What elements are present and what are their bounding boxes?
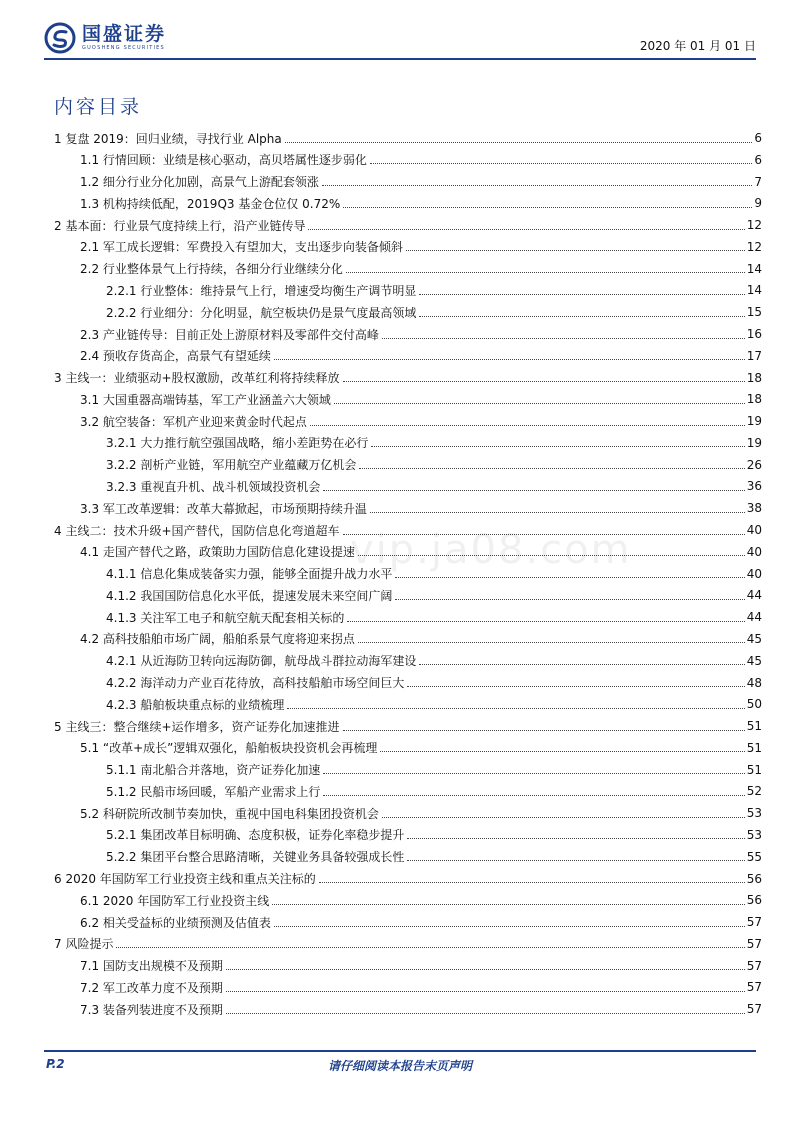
- toc-entry-title: 2.1 军工成长逻辑：军费投入有望加大，支出逐步向装备倾斜: [80, 240, 403, 255]
- toc-entry[interactable]: [0, 215, 800, 235]
- toc-dot-leader: [358, 555, 745, 556]
- toc-entry-title: 5.2.1 集团改革目标明确、态度积极，证券化率稳步提升: [106, 828, 405, 843]
- toc-entry[interactable]: [0, 433, 800, 453]
- footer-disclaimer: 请仔细阅读本报告末页声明: [327, 1059, 472, 1073]
- toc-entry-title: 7.3 装备列装进度不及预期: [80, 1002, 223, 1017]
- toc-entry-title: 7.2 军工改革力度不及预期: [80, 980, 223, 995]
- toc-entry-page: 19: [746, 435, 762, 450]
- toc-entry[interactable]: [0, 128, 800, 148]
- header-divider: [44, 58, 756, 60]
- toc-dot-leader: [395, 599, 744, 600]
- toc-dot-leader: [322, 185, 752, 186]
- toc-entry-page: 48: [746, 675, 762, 690]
- toc-dot-leader: [371, 446, 744, 447]
- toc-entry-title: 7.1 国防支出规模不及预期: [80, 959, 223, 974]
- toc-entry[interactable]: [0, 781, 800, 801]
- toc-entry-title: 4.2 高科技船舶市场广阔，船舶系景气度将迎来拐点: [80, 632, 355, 647]
- page-header: [0, 0, 800, 60]
- toc-entry[interactable]: [0, 172, 800, 192]
- toc-entry-title: 2.4 预收存货高企，高景气有望延续: [80, 349, 271, 364]
- toc-entry-page: 16: [746, 327, 762, 342]
- toc-dot-leader: [226, 1013, 745, 1014]
- report-date: 2020 年 01 月 01 日: [639, 39, 756, 53]
- toc-entry-title: 4 主线二：技术升级+国产替代，国防信息化弯道超车: [54, 523, 340, 538]
- toc-dot-leader: [308, 229, 744, 230]
- toc-entry[interactable]: [0, 324, 800, 344]
- toc-entry[interactable]: [0, 803, 800, 823]
- toc-entry[interactable]: [0, 259, 800, 279]
- toc-dot-leader: [382, 338, 745, 339]
- toc-entry-title: 3.2.3 重视直升机、战斗机领域投资机会: [106, 479, 321, 494]
- toc-dot-leader: [370, 512, 745, 513]
- toc-entry[interactable]: [0, 150, 800, 170]
- toc-dot-leader: [310, 425, 745, 426]
- toc-entry-page: 40: [746, 523, 762, 538]
- toc-dot-leader: [407, 860, 744, 861]
- toc-dot-leader: [343, 534, 745, 535]
- toc-entry-page: 40: [746, 566, 762, 581]
- toc-entry-title: 6.1 2020 年国防军工行业投资主线: [80, 893, 270, 908]
- toc-entry[interactable]: [0, 368, 800, 388]
- toc-entry-page: 6: [754, 131, 762, 145]
- toc-entry-title: 1.2 细分行业分化加剧，高景气上游配套领涨: [80, 175, 319, 190]
- toc-dot-leader: [406, 250, 745, 251]
- toc-entry-title: 1.1 行情回顾：业绩是核心驱动，高贝塔属性逐步弱化: [80, 153, 367, 168]
- toc-dot-leader: [343, 730, 745, 731]
- toc-dot-leader: [346, 272, 745, 273]
- toc-dot-leader: [407, 686, 744, 687]
- toc-dot-leader: [323, 490, 744, 491]
- toc-entry-page: 52: [746, 784, 762, 799]
- toc-entry-page: 57: [746, 915, 762, 930]
- toc-entry[interactable]: [0, 651, 800, 671]
- toc-entry-title: 4.2.3 船舶板块重点标的业绩梳理: [106, 697, 285, 712]
- toc-entry-page: 57: [746, 936, 762, 951]
- toc-entry-page: 44: [746, 588, 762, 603]
- toc-entry[interactable]: [0, 455, 800, 475]
- toc-entry-page: 50: [746, 697, 762, 712]
- toc-dot-leader: [343, 381, 745, 382]
- toc-entry-page: 18: [746, 370, 762, 385]
- toc-entry[interactable]: [0, 542, 800, 562]
- toc-entry[interactable]: [0, 193, 800, 213]
- toc-entry[interactable]: [0, 847, 800, 867]
- toc-entry-page: 51: [746, 762, 762, 777]
- toc-entry-title: 3.2 航空装备：军机产业迎来黄金时代起点: [80, 414, 307, 429]
- toc-entry[interactable]: [0, 280, 800, 300]
- toc-entry-page: 56: [746, 871, 762, 886]
- toc-entry-page: 12: [746, 218, 762, 233]
- toc-entry-title: 7 风险提示: [54, 937, 114, 952]
- toc-entry[interactable]: [0, 302, 800, 322]
- toc-entry[interactable]: [0, 716, 800, 736]
- toc-entry-page: 51: [746, 719, 762, 734]
- toc-entry[interactable]: [0, 629, 800, 649]
- toc-dot-leader: [419, 316, 744, 317]
- toc-entry[interactable]: [0, 760, 800, 780]
- toc-dot-leader: [116, 947, 744, 948]
- toc-entry-page: 57: [746, 980, 762, 995]
- toc-entry-page: 44: [746, 610, 762, 625]
- toc-dot-leader: [226, 991, 745, 992]
- toc-dot-leader: [334, 403, 745, 404]
- toc-entry-title: 3.2.2 剖析产业链，军用航空产业蕴藏万亿机会: [106, 458, 357, 473]
- toc-entry-title: 5.2.2 集团平台整合思路清晰，关键业务具备较强成长性: [106, 850, 405, 865]
- toc-entry-page: 15: [746, 305, 762, 320]
- toc-entry-title: 2.2 行业整体景气上行持续，各细分行业继续分化: [80, 262, 343, 277]
- toc-dot-leader: [347, 621, 744, 622]
- toc-entry[interactable]: [0, 607, 800, 627]
- watermark: vip.ja08.com: [350, 527, 632, 573]
- toc-dot-leader: [359, 468, 744, 469]
- toc-dot-leader: [272, 904, 744, 905]
- toc-entry[interactable]: [0, 999, 800, 1019]
- toc-dot-leader: [285, 142, 753, 143]
- toc-entry-title: 5.1.2 民船市场回暖，军船产业需求上行: [106, 784, 321, 799]
- toc-dot-leader: [419, 294, 744, 295]
- toc-entry-title: 2 基本面：行业景气度持续上行，沿产业链传导: [54, 218, 306, 233]
- toc-dot-leader: [343, 207, 752, 208]
- toc-entry[interactable]: [0, 520, 800, 540]
- toc-entry-title: 4.2.1 从近海防卫转向远海防御，航母战斗群拉动海军建设: [106, 654, 417, 669]
- footer-divider: [44, 1050, 756, 1052]
- toc-entry[interactable]: [0, 825, 800, 845]
- toc-entry-page: 9: [754, 196, 762, 211]
- toc-dot-leader: [287, 708, 744, 709]
- toc-entry[interactable]: [0, 912, 800, 932]
- toc-entry[interactable]: [0, 673, 800, 693]
- toc-entry[interactable]: [0, 977, 800, 997]
- toc-entry-page: 57: [746, 958, 762, 973]
- toc-entry-page: 53: [746, 827, 762, 842]
- toc-entry-page: 17: [746, 348, 762, 363]
- toc-entry-page: 12: [746, 239, 762, 254]
- company-logo: [44, 22, 166, 54]
- toc-entry-title: 3.3 军工改革逻辑：改革大幕掀起，市场预期持续升温: [80, 501, 367, 516]
- toc-entry-title: 2.2.2 行业细分：分化明显，航空板块仍是景气度最高领域: [106, 305, 417, 320]
- toc-entry-title: 3.2.1 大力推行航空强国战略，缩小差距势在必行: [106, 436, 369, 451]
- toc-entry[interactable]: [0, 498, 800, 518]
- toc-entry-page: 26: [746, 457, 762, 472]
- toc-entry-page: 6: [754, 152, 762, 167]
- toc-entry-title: 5.1.1 南北船合并落地，资产证券化加速: [106, 763, 321, 778]
- toc-entry-title: 4.2.2 海洋动力产业百花待放，高科技船舶市场空间巨大: [106, 676, 405, 690]
- toc-entry-page: 19: [746, 414, 762, 429]
- toc-title: 内容目录: [54, 96, 143, 118]
- toc-entry[interactable]: [0, 585, 800, 605]
- toc-entry-page: 7: [754, 174, 762, 189]
- page-number: P.2: [46, 1057, 65, 1071]
- toc-entry[interactable]: [0, 564, 800, 584]
- toc-dot-leader: [274, 359, 745, 360]
- toc-entry-title: 4.1.2 我国国防信息化水平低，提速发展未来空间广阔: [106, 588, 393, 603]
- toc-dot-leader: [323, 773, 744, 774]
- toc-entry-title: 1 复盘 2019：回归业绩，寻找行业 Alpha: [54, 131, 282, 146]
- toc-entry-page: 36: [746, 479, 762, 494]
- logo-text: 国盛证券: [82, 23, 167, 45]
- toc-entry-page: 45: [746, 631, 762, 646]
- toc-entry-title: 3 主线一：业绩驱动+股权激励，改革红利将持续释放: [54, 371, 340, 386]
- toc-entry-title: 4.1.1 信息化集成装备实力强，能够全面提升战力水平: [106, 567, 393, 582]
- toc-dot-leader: [226, 969, 745, 970]
- toc-entry-page: 14: [746, 261, 762, 276]
- toc-entry-title: 1.3 机构持续低配，2019Q3 基金仓位仅 0.72%: [80, 196, 341, 211]
- toc-dot-leader: [407, 838, 744, 839]
- toc-entry-page: 51: [746, 740, 762, 755]
- toc-dot-leader: [274, 926, 745, 927]
- toc-entry[interactable]: [0, 738, 800, 758]
- toc-entry-page: 40: [746, 544, 762, 559]
- toc-entry[interactable]: [0, 869, 800, 889]
- toc-entry-title: 6.2 相关受益标的业绩预测及估值表: [80, 915, 271, 930]
- toc-dot-leader: [395, 577, 744, 578]
- toc-dot-leader: [370, 163, 752, 164]
- toc-entry-title: 4.1.3 关注军工电子和航空航天配套相关标的: [106, 610, 345, 625]
- toc-entry[interactable]: [0, 934, 800, 954]
- toc-entry[interactable]: [0, 890, 800, 910]
- toc-dot-leader: [358, 642, 745, 643]
- toc-dot-leader: [323, 795, 744, 796]
- toc-entry-title: 5.2 科研院所改制节奏加快，重视中国电科集团投资机会: [80, 806, 379, 821]
- toc-dot-leader: [419, 664, 744, 665]
- toc-entry-page: 57: [746, 1002, 762, 1017]
- toc-entry[interactable]: [0, 411, 800, 431]
- toc-entry-page: 56: [746, 893, 762, 908]
- toc-entry-page: 38: [746, 501, 762, 516]
- toc-entry-title: 5 主线三：整合继续+运作增多，资产证券化加速推进: [54, 719, 340, 734]
- toc-dot-leader: [382, 817, 745, 818]
- toc-entry[interactable]: [0, 237, 800, 257]
- toc-dot-leader: [380, 751, 744, 752]
- toc-entry-title: 2.2.1 行业整体：维持景气上行，增速受均衡生产调节明显: [106, 283, 417, 298]
- logo-subtext: GUOSHENG SECURITIES: [82, 45, 165, 51]
- toc-entry[interactable]: [0, 476, 800, 496]
- toc-entry-page: 14: [746, 283, 762, 298]
- toc-entry[interactable]: [0, 346, 800, 366]
- toc-entry-title: 5.1 “改革+成长”逻辑双强化，船舶板块投资机会再梳理: [80, 741, 378, 756]
- toc-entry-title: 4.1 走国产替代之路，政策助力国防信息化建设提速: [80, 545, 355, 560]
- toc-entry-page: 45: [746, 653, 762, 668]
- toc-entry[interactable]: [0, 389, 800, 409]
- toc-entry-title: 2.3 产业链传导：目前正处上游原材料及零部件交付高峰: [80, 327, 379, 342]
- toc-entry[interactable]: [0, 694, 800, 714]
- toc-entry[interactable]: [0, 956, 800, 976]
- toc-dot-leader: [319, 882, 745, 883]
- guosheng-logo-icon: [44, 22, 76, 54]
- toc-entry-title: 6 2020 年国防军工行业投资主线和重点关注标的: [54, 872, 316, 887]
- toc-entry-page: 55: [746, 849, 762, 864]
- toc-entry-page: 53: [746, 806, 762, 821]
- toc-entry-page: 18: [746, 392, 762, 407]
- toc-entry-title: 3.1 大国重器高端铸基，军工产业涵盖六大领域: [80, 392, 331, 407]
